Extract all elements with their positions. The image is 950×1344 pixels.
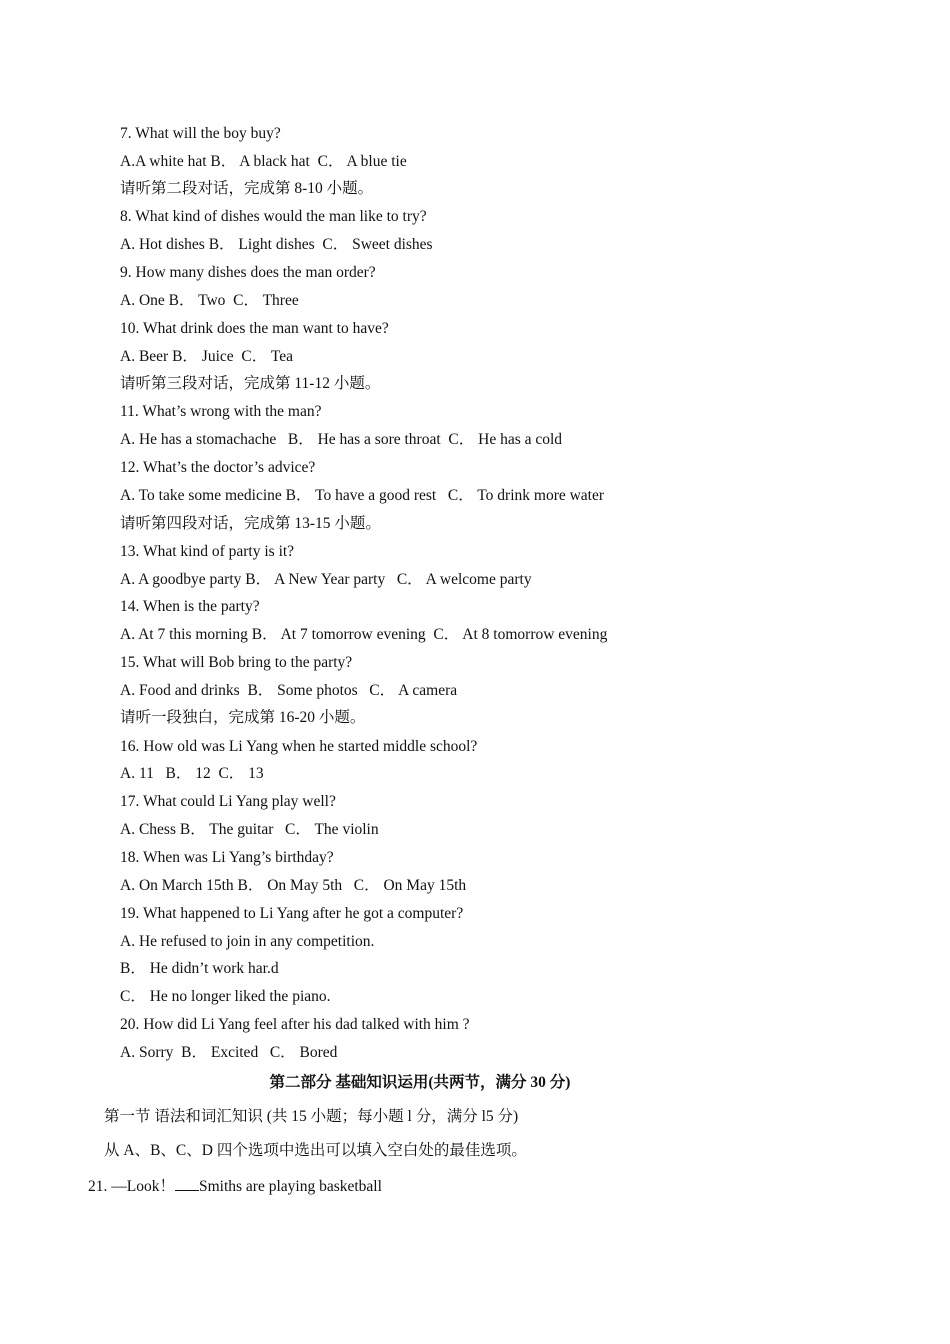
question-10: 10. What drink does the man want to have? (120, 320, 389, 337)
question-13: 13. What kind of party is it? (120, 543, 295, 560)
question-21-prefix: 21. —Look！ (88, 1178, 175, 1195)
options-16: A. 11 B． 12 C． 13 (120, 765, 264, 782)
question-15: 15. What will Bob bring to the party? (120, 654, 353, 671)
options-8: A. Hot dishes B． Light dishes C． Sweet dishes (120, 236, 433, 253)
options-12: A. To take some medicine B． To have a good rest C． To drink more water (120, 487, 605, 504)
option-19-a: A. He refused to join in any competition. (120, 933, 375, 950)
question-21-suffix: Smiths are playing basketball (198, 1178, 382, 1195)
options-7: A.A white hat B． A black hat C． A blue tie (120, 153, 407, 170)
question-21 (88, 1176, 382, 1197)
options-20: A. Sorry B． Excited C． Bored (120, 1044, 338, 1061)
question-8: 8. What kind of dishes would the man like to try? (120, 208, 427, 225)
question-19: 19. What happened to Li Yang after he got a computer? (120, 905, 464, 922)
instruction-dialogue-4: 请听第四段对话，完成第 13-15 小题。 (120, 515, 381, 532)
option-19-c: C． He no longer liked the piano. (120, 988, 331, 1005)
options-10: A. Beer B． Juice C． Tea (120, 348, 293, 365)
options-18: A. On March 15th B． On May 5th C． On May 15th (120, 877, 467, 894)
question-9: 9. How many dishes does the man order? (120, 264, 376, 281)
option-19-b: B． He didn’t work har.d (120, 960, 279, 977)
subsection-heading: 第一节 语法和词汇知识 (共 15 小题；每小题 l 分，满分 l5 分) (104, 1108, 519, 1125)
options-15: A. Food and drinks B． Some photos C． A camera (120, 682, 458, 699)
instruction-dialogue-2: 请听第二段对话，完成第 8-10 小题。 (120, 180, 374, 197)
question-11: 11. What’s wrong with the man? (120, 403, 322, 420)
options-11: A. He has a stomachache B． He has a sore throat C． He has a cold (120, 431, 563, 448)
question-7: 7. What will the boy buy? (120, 125, 281, 142)
answer-blank (175, 1176, 199, 1191)
question-14: 14. When is the party? (120, 598, 260, 615)
instruction-monologue: 请听一段独白，完成第 16-20 小题。 (120, 709, 366, 726)
options-14: A. At 7 this morning B． At 7 tomorrow evening C． At 8 tomorrow evening (120, 626, 608, 643)
section-heading: 第二部分 基础知识运用(共两节，满分 30 分) (269, 1074, 571, 1091)
options-9: A. One B． Two C． Three (120, 292, 299, 309)
question-12: 12. What’s the doctor’s advice? (120, 459, 316, 476)
options-17: A. Chess B． The guitar C． The violin (120, 821, 379, 838)
question-17: 17. What could Li Yang play well? (120, 793, 336, 810)
question-18: 18. When was Li Yang’s birthday? (120, 849, 334, 866)
instruction-dialogue-3: 请听第三段对话，完成第 11-12 小题。 (120, 375, 381, 392)
question-16: 16. How old was Li Yang when he started middle school? (120, 738, 478, 755)
question-20: 20. How did Li Yang feel after his dad talked with him ? (120, 1016, 470, 1033)
grammar-instruction: 从 A、B、C、D 四个选项中选出可以填入空白处的最佳选项。 (104, 1142, 527, 1159)
options-13: A. A goodbye party B． A New Year party C． A welcome party (120, 571, 532, 588)
